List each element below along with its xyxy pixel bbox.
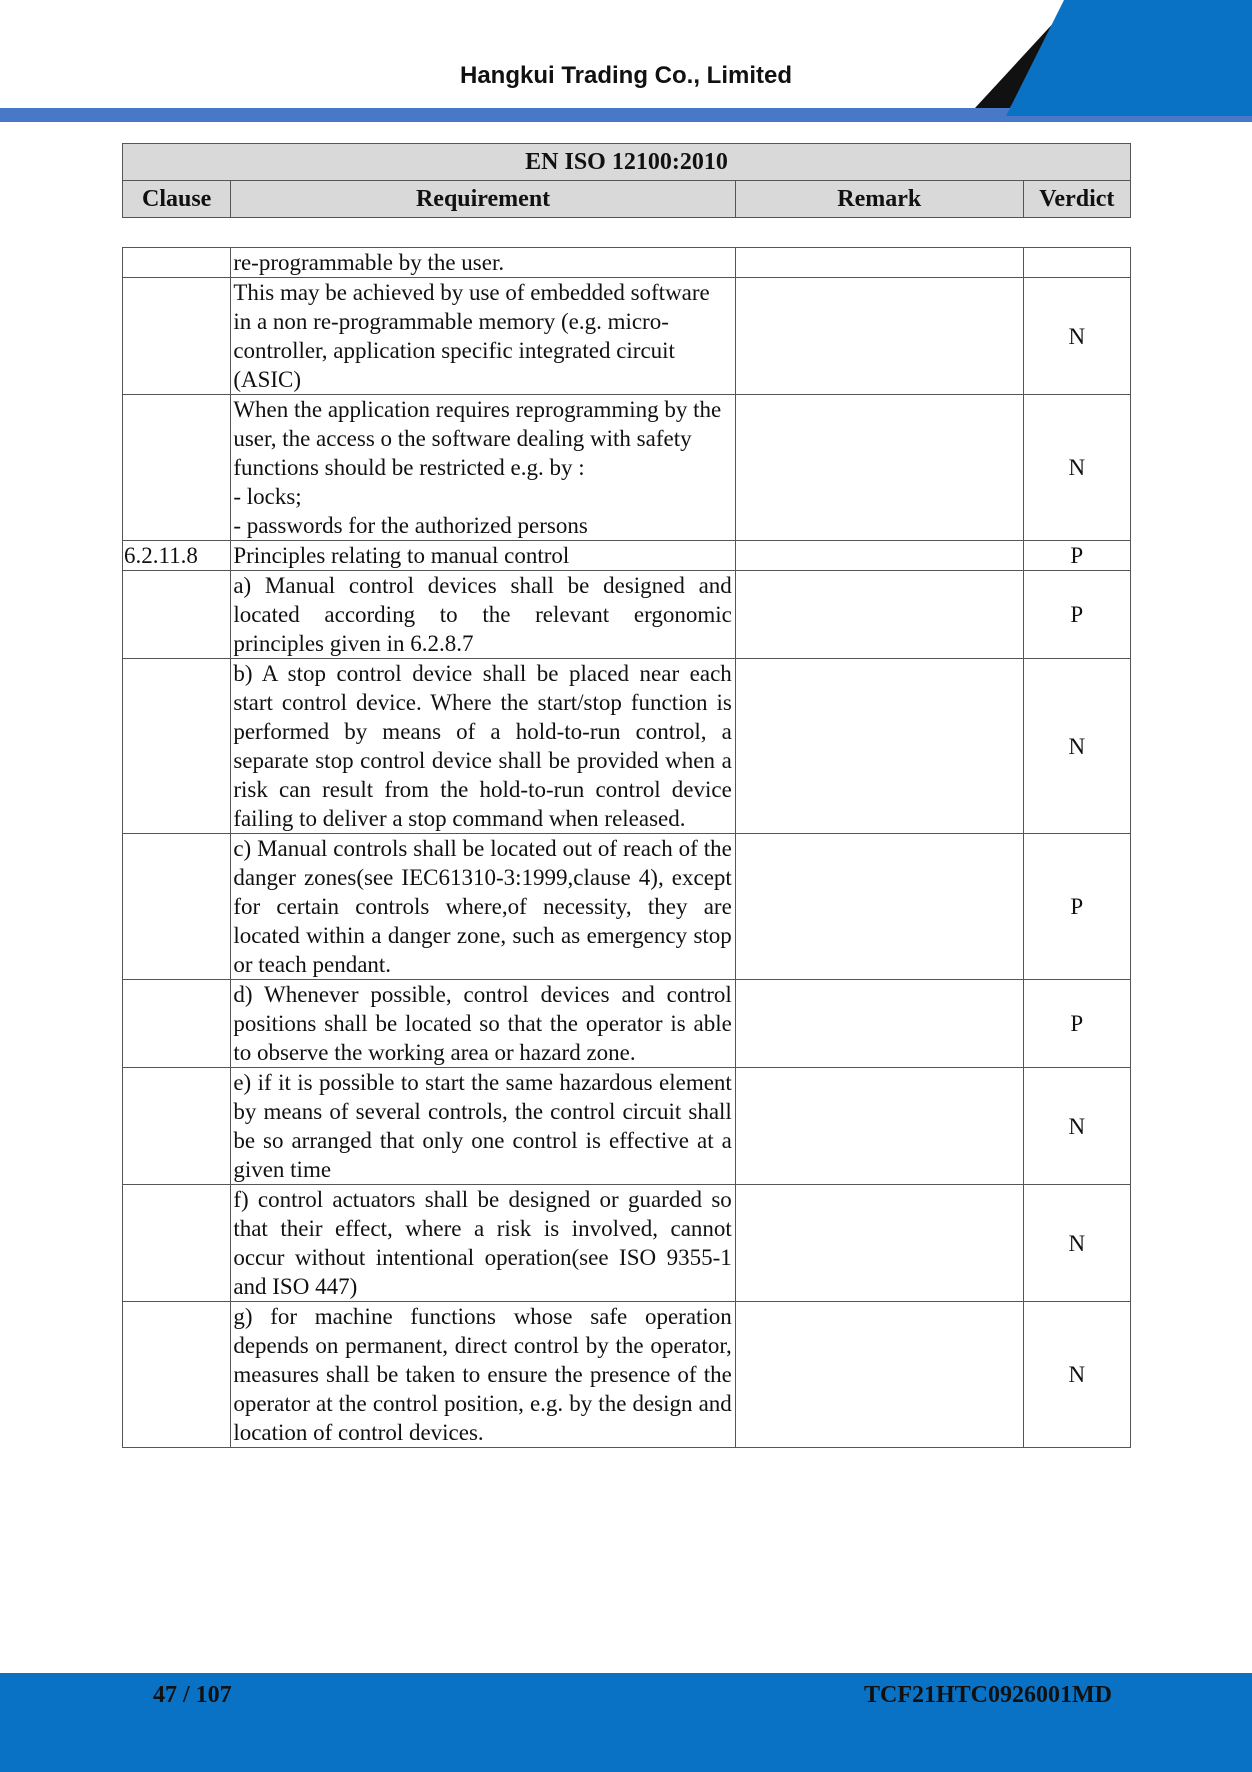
- remark-cell: [735, 278, 1023, 395]
- verdict-cell: P: [1023, 980, 1130, 1068]
- verdict-cell: P: [1023, 571, 1130, 659]
- requirement-cell: Principles relating to manual control: [231, 541, 736, 571]
- requirement-cell: f) control actuators shall be designed or guarded so that their effect, where a risk is involved, cannot occur without intentional operation(see ISO 9355-1 and ISO 447): [231, 1185, 736, 1302]
- verdict-cell: N: [1023, 659, 1130, 834]
- clause-cell: [123, 395, 231, 541]
- remark-cell: [735, 1185, 1023, 1302]
- clause-cell: [123, 1068, 231, 1185]
- remark-cell: [735, 571, 1023, 659]
- requirement-cell: c) Manual controls shall be located out of reach of the danger zones(see IEC61310-3:1999,clause 4), except for certain controls where,of necessity, they are located within a danger zone, such as emergency stop or teach pendant.: [231, 834, 736, 980]
- requirement-cell: b) A stop control device shall be placed near each start control device. Where the start/stop function is performed by means of a hold-to-run control, a separate stop control device shall be provided when a risk can result from the hold-to-run control device failing to deliver a stop command when released.: [231, 659, 736, 834]
- table-row: [123, 571, 1131, 659]
- remark-cell: [735, 1068, 1023, 1185]
- clause-cell: [123, 659, 231, 834]
- table-row: [123, 980, 1131, 1068]
- remark-cell: [735, 980, 1023, 1068]
- table-row: [123, 1185, 1131, 1302]
- clause-cell: [123, 980, 231, 1068]
- verdict-cell: [1023, 248, 1130, 278]
- table-row: [123, 395, 1131, 541]
- remark-cell: [735, 834, 1023, 980]
- company-name: Hangkui Trading Co., Limited: [459, 62, 792, 89]
- column-header-requirement: Requirement: [231, 181, 736, 218]
- verdict-cell: P: [1023, 834, 1130, 980]
- clause-cell: [123, 278, 231, 395]
- requirement-cell: d) Whenever possible, control devices and control positions shall be located so that the operator is able to observe the working area or hazard zone.: [231, 980, 736, 1068]
- table-row: [123, 278, 1131, 395]
- requirement-cell: a) Manual control devices shall be designed and located according to the relevant ergonomic principles given in 6.2.8.7: [231, 571, 736, 659]
- requirement-line: - passwords for the authorized persons: [233, 513, 588, 538]
- verdict-cell: N: [1023, 395, 1130, 541]
- verdict-cell: P: [1023, 541, 1130, 571]
- table-header: [122, 143, 1131, 218]
- requirement-cell: e) if it is possible to start the same hazardous element by means of several controls, the control circuit shall be so arranged that only one control is effective at a given time: [231, 1068, 736, 1185]
- clause-cell: [123, 571, 231, 659]
- table-row: [123, 541, 1131, 571]
- verdict-cell: N: [1023, 278, 1130, 395]
- requirement-line: - locks;: [233, 484, 302, 509]
- table-row: [123, 1068, 1131, 1185]
- verdict-cell: N: [1023, 1185, 1130, 1302]
- remark-cell: [735, 395, 1023, 541]
- clause-cell: [123, 248, 231, 278]
- table-row: [123, 1302, 1131, 1448]
- header-band: [0, 108, 1252, 122]
- clause-cell: [123, 834, 231, 980]
- document-id: TCF21HTC0926001MD: [864, 1682, 1112, 1708]
- remark-cell: [735, 1302, 1023, 1448]
- page-number: 47 / 107: [153, 1682, 232, 1708]
- column-header-verdict: Verdict: [1023, 181, 1130, 218]
- column-header-remark: Remark: [735, 181, 1023, 218]
- standard-title: EN ISO 12100:2010: [123, 144, 1131, 181]
- requirements-table: [122, 247, 1131, 1448]
- requirement-cell: [231, 395, 736, 541]
- verdict-cell: N: [1023, 1302, 1130, 1448]
- column-header-clause: Clause: [123, 181, 231, 218]
- table-row: [123, 834, 1131, 980]
- clause-cell: [123, 1302, 231, 1448]
- remark-cell: [735, 541, 1023, 571]
- clause-cell: 6.2.11.8: [123, 541, 231, 571]
- remark-cell: [735, 248, 1023, 278]
- requirement-line: When the application requires reprogramming by the user, the access o the software dealing with safety functions should be restricted e.g. by :: [233, 397, 722, 480]
- clause-cell: [123, 1185, 231, 1302]
- table-row: [123, 248, 1131, 278]
- verdict-cell: N: [1023, 1068, 1130, 1185]
- requirement-cell: This may be achieved by use of embedded software in a non re-programmable memory (e.g. micro-controller, application specific integrated circuit (ASIC): [231, 278, 736, 395]
- requirement-cell: g) for machine functions whose safe operation depends on permanent, direct control by the operator, measures shall be taken to ensure the presence of the operator at the control position, e.g. by the design and location of control devices.: [231, 1302, 736, 1448]
- requirement-cell: re-programmable by the user.: [231, 248, 736, 278]
- remark-cell: [735, 659, 1023, 834]
- table-row: [123, 659, 1131, 834]
